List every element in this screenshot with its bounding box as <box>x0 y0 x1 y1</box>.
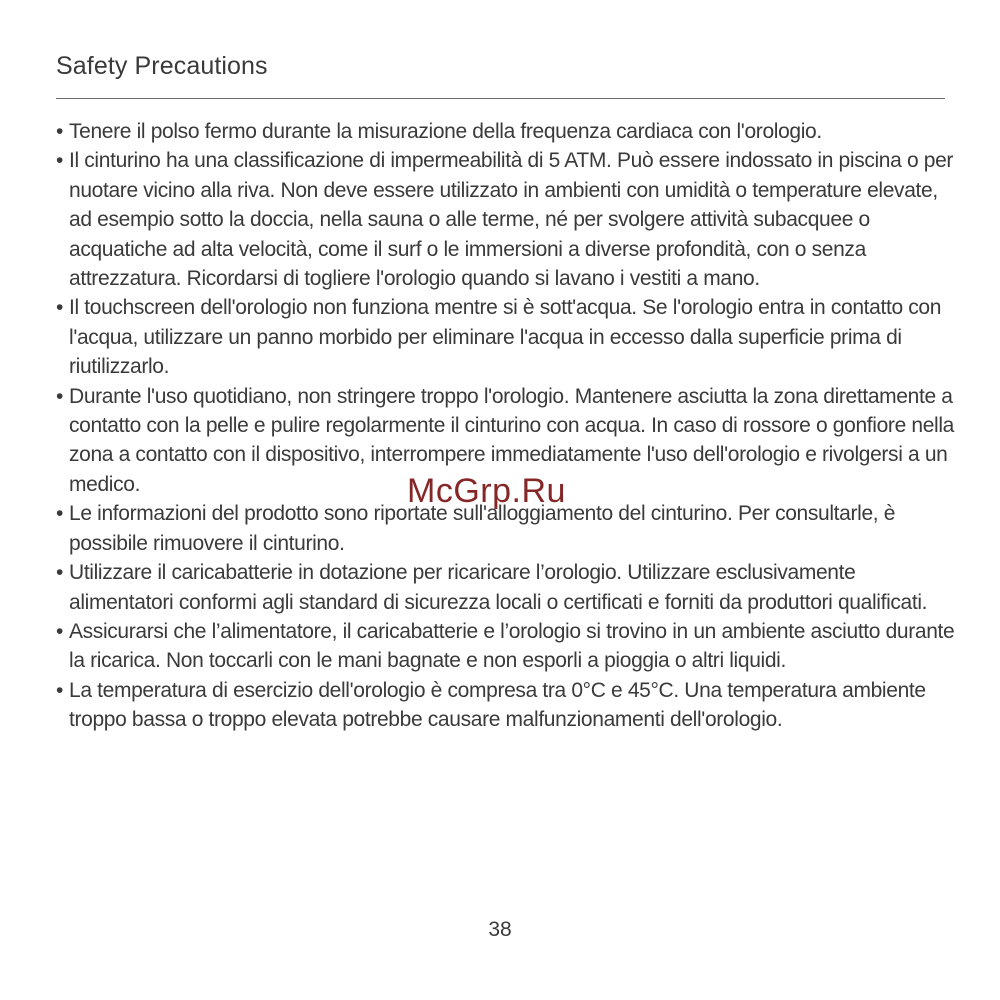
bullet-icon: • <box>56 561 64 585</box>
bullet-icon: • <box>56 296 64 320</box>
list-item <box>56 146 956 293</box>
list-item <box>56 617 956 676</box>
list-item <box>56 558 956 617</box>
list-item-text: Il touchscreen dell'orologio non funziona mentre si è sott'acqua. Se l'orologio entra in contatto con l'acqua, utilizzare un panno morbido per eliminare l'acqua in eccesso dalla superficie prima di riutilizzarlo. <box>69 296 942 379</box>
list-item-text: Le informazioni del prodotto sono riportate sull'alloggiamento del cinturino. Per consultarle, è possibile rimuovere il cinturino. <box>69 502 896 555</box>
list-item <box>56 676 956 735</box>
list-item <box>56 117 956 146</box>
page-number: 38 <box>488 918 512 941</box>
list-item-text: La temperatura di esercizio dell'orologio è compresa tra 0°C e 45°C. Una temperatura ambiente troppo bassa o troppo elevata potrebbe causare malfunzionamenti dell'orologio. <box>69 678 926 732</box>
page-title: Safety Precautions <box>56 52 268 80</box>
bullet-icon: • <box>56 384 64 408</box>
list-item-text: Tenere il polso fermo durante la misurazione della frequenza cardiaca con l'orologio. <box>69 120 822 143</box>
list-item-text: Assicurarsi che l’alimentatore, il caricabatterie e l’orologio si trovino in un ambiente asciutto durante la ricarica. Non toccarli con le mani bagnate e non esporli a pioggia o altri liquidi. <box>69 619 955 673</box>
bullet-icon: • <box>56 678 64 702</box>
safety-list <box>56 117 956 735</box>
list-item-text: Il cinturino ha una classificazione di impermeabilità di 5 ATM. Può essere indossato in piscina o per nuotare vicino alla riva. Non deve essere utilizzato in ambienti con umidità o temperature elevate, ad esempio sotto la doccia, nella sauna o alle terme, né per svolgere attività subacquee o acquatiche ad alta velocità, come il surf o le immersioni a diverse profondità, con o senza attrezzatura. Ricordarsi di togliere l'orologio quando si lavano i vestiti a mano. <box>69 149 954 291</box>
bullet-icon: • <box>56 149 64 173</box>
list-item <box>56 293 956 381</box>
watermark: McGrp.Ru <box>407 472 566 510</box>
list-item-text: Durante l'uso quotidiano, non stringere troppo l'orologio. Mantenere asciutta la zona direttamente a contatto con la pelle e pulire regolarmente il cinturino con acqua. In caso di rossore o gonfiore nella zona a contatto con il dispositivo, interrompere immediatamente l'uso dell'orologio e rivolgersi a un medico. <box>69 384 954 496</box>
list-item-text: Utilizzare il caricabatterie in dotazione per ricaricare l’orologio. Utilizzare esclusivamente alimentatori conformi agli standard di sicurezza locali o certificati e forniti da produttori qualificati. <box>69 561 928 614</box>
title-divider <box>56 98 945 99</box>
bullet-icon: • <box>56 120 64 143</box>
bullet-icon: • <box>56 619 64 643</box>
list-item <box>56 499 956 558</box>
list-item <box>56 382 956 500</box>
bullet-icon: • <box>56 502 64 526</box>
